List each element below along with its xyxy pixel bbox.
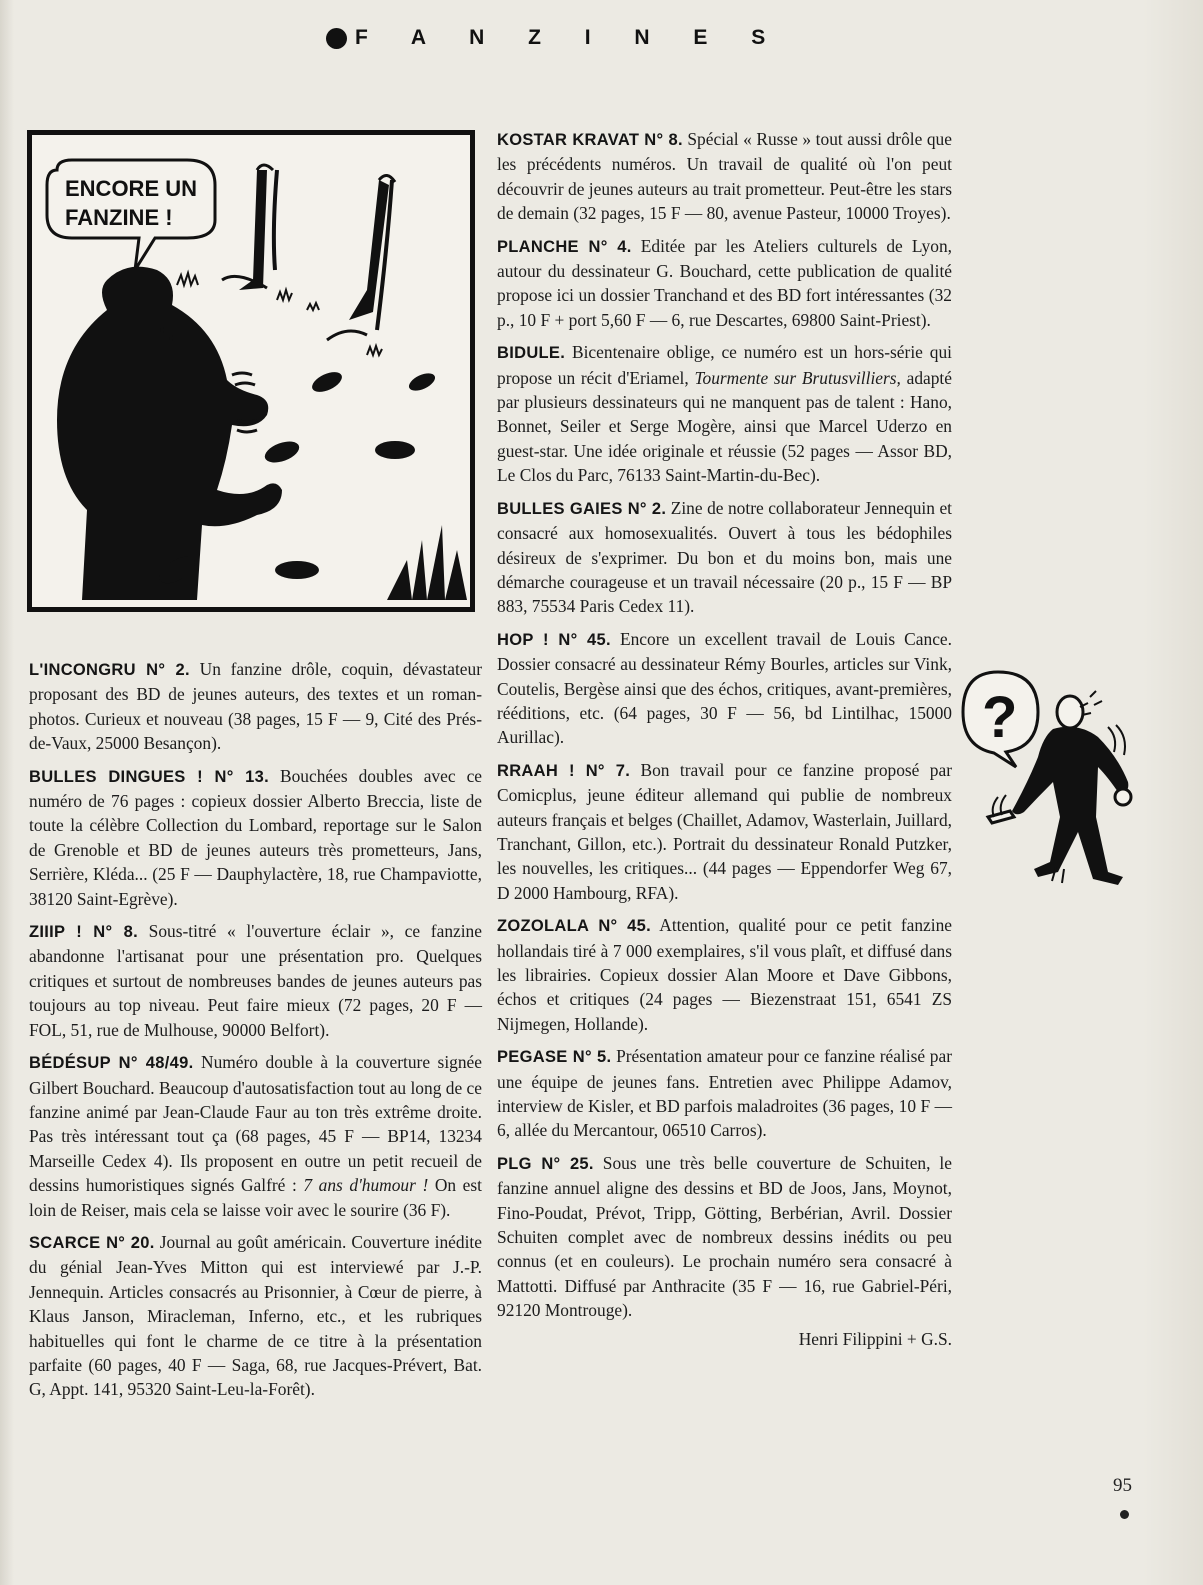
review-entry [497,1044,952,1143]
review-text: Présentation amateur pour ce fanzine réalisé par une équipe de jeunes fans. Entretien avec Philippe Adamov, interview de Kisler, et BD parfois maladroites (36 pages, 10 F — 6, allée du Mercantour, 06510 Carros). [497,1046,952,1141]
comic-illustration [27,130,475,612]
review-text: Attention, qualité pour ce petit fanzine hollandais tiré à 7 000 exemplaires, s'il vous plaît, et diffusé dans les librairies. Copieux dossier Alan Moore et Dave Gibbons, échos et critiques (24 pages — Biezenstraat 151, 6541 ZS Nijmegen, Hollande). [497,915,953,1034]
review-text: On est loin de Reiser, mais cela se laisse voir avec le sourire (36 F). [29,1175,482,1220]
fanzine-title: PLG N° 25. [497,1154,594,1173]
review-entry [29,919,482,1042]
page-edge-shadow [0,0,14,1585]
bullet-icon [326,28,347,49]
author-signature: Henri Filippini + G.S. [798,1328,952,1349]
review-entry [497,340,952,487]
fanzine-title: BULLES DINGUES ! N° 13. [29,767,269,786]
fanzine-title: PLANCHE N° 4. [497,237,632,256]
fanzine-title: PEGASE N° 5. [497,1048,612,1067]
speech-bubble-line2: FANZINE ! [65,205,173,230]
review-entry [497,913,952,1036]
review-text: Sous une très belle couverture de Schuiten, le fanzine annuel aligne des dessins et BD de Joos, Jans, Moynot, Fino-Poudat, Prévot, Tripp, Götting, Berbérian, Avril. Dossier Schuiten complet avec de nombreux dessins inédits ou peu connus (et en couleurs). Le prochain numéro sera consacré à Mattotti. Diffusé par Anthracite (35 F — 16, rue Gabriel-Péri, 92120 Montrouge). [497,1152,952,1321]
review-text: Sous-titré « l'ouverture éclair », ce fanzine abandonne l'artisanat pour une présentation pro. Quelques critiques et surtout de nombreuses bandes de jeunes auteurs pas toujours au top niveau. Peut faire mieux (72 pages, 20 F — FOL, 51, rue de Mulhouse, 90000 Belfort). [29,921,482,1040]
review-text: Numéro double à la couverture signée Gilbert Bouchard. Beaucoup d'autosatisfaction tout au long de ce fanzine animé par Jean-Claude Faur au ton très extrême droite. Pas très intéressant tout ça (68 pages, 45 F — BP14, 13234 Marseille Cedex 4). Ils proposent en outre un petit recueil de dessins humoristiques signés Galfré : [29,1052,482,1196]
review-text: Spécial « Russe » tout aussi drôle que les précédents numéros. Un travail de qualité où l'on peut découvrir de jeunes auteurs au trait prometteur. Peut-être les stars de demain (32 pages, 15 F — 80, avenue Pasteur, 10000 Troyes). [497,129,952,224]
review-text: Bouchées doubles avec ce numéro de 76 pages : copieux dossier Alberto Breccia, liste de toute la célèbre Collection du Lombard, reportage sur le Salon de Grenoble et BD de jeunes auteurs très prometteurs, Jans, Serrière, Kléda... (25 F — Dauphylactère, 18, rue Champaviotte, 38120 Saint-Egrève). [29,765,483,909]
review-text: Journal au goût américain. Couverture inédite du génial Jean-Yves Mitton qui est interviewé par J.-P. Jennequin. Articles consacrés au Prisonnier, à Cœur de pierre, à Klaus Janson, Miracleman, Inferno, etc., et les rubriques habituelles qui font le charme de ce titre à la présentation parfaite (60 pages, 40 F — Saga, 68, rue Jacques-Prévert, Bat. G, Appt. 141, 95320 Saint-Leu-la-Forêt). [29,1231,482,1400]
fanzine-title: L'INCONGRU N° 2. [29,661,190,679]
speech-bubble-line1: ENCORE UN [65,176,198,201]
fanzine-title: BULLES GAIES N° 2. [497,499,667,518]
review-text: Bicentenaire oblige, ce numéro est un hors-série qui propose un récit d'Eriamel, [497,342,952,388]
review-text: adapté par plusieurs dessinateurs qui ne manquent pas de talent : Hano, Bonnet, Seiler et Serge Mogère, ainsi que Marcel Uderzo en guest-star. Une idée originale et réussie (52 pages — Assor BD, Le Clos du Parc, 76133 Saint-Martin-du-Bec). [497,367,952,486]
svg-text:?: ? [982,685,1018,750]
page-number: 95 [1113,1475,1132,1496]
fanzine-title: KOSTAR KRAVAT N° 8. [497,131,683,149]
review-entry [497,234,952,333]
review-italic-title: Tourmente sur Brutusvilliers, [694,367,901,388]
right-column [497,127,952,1351]
fanzine-title: BÉDÉSUP N° 48/49. [29,1054,194,1073]
fanzine-title: RRAAH ! N° 7. [497,761,631,780]
page-edge-shadow-right [1143,0,1203,1585]
review-entry [29,1050,482,1222]
fanzine-title: HOP ! N° 45. [497,630,611,649]
review-entry [497,127,952,226]
question-man-cartoon [958,667,1148,897]
review-entry [497,758,952,905]
left-column [29,657,482,1410]
review-entry [29,764,482,911]
review-text: Editée par les Ateliers culturels de Lyon, autour du dessinateur G. Bouchard, cette publication de qualité propose ici un dossier Tranchand et des BD fort intéressantes (32 p., 10 F + port 5,60 F — 6, rue Descartes, 69800 Saint-Priest). [497,235,952,330]
review-italic-title: 7 ans d'humour ! [303,1175,429,1196]
review-text: Bon travail pour ce fanzine proposé par Comicplus, jeune éditeur allemand qui publie de nombreux auteurs français et belges (Chaillet, Adamov, Wasterlain, Juillard, Tranchant, Gillon, etc.). Portrait du dessinateur Ronald Putzker, les nouvelles, les critiques... (44 pages — Eppendorfer Weg 67, D 2000 Hambourg, RFA). [497,759,952,903]
fanzine-title: ZIIIP ! N° 8. [29,923,138,942]
page-number-dot [1120,1510,1129,1519]
review-entry [497,496,952,619]
comic-panel [27,130,475,612]
review-entry [497,1151,952,1323]
fanzine-title: BIDULE. [497,344,566,363]
section-header [326,26,784,50]
review-entry [497,627,952,750]
review-entry [29,657,482,756]
review-text: Un fanzine drôle, coquin, dévastateur proposant des BD de jeunes auteurs, des textes et un roman-photos. Curieux et nouveau (38 pages, 15 F — 9, Cité des Prés-de-Vaux, 25000 Besançon). [29,659,482,754]
review-entry [29,1230,482,1402]
review-text: Encore un excellent travail de Louis Cance. Dossier consacré au dessinateur Rémy Bourles, articles sur Vink, Coutelis, Bergèse ainsi que des échos, critiques, avant-premières, rééditions, etc. (64 pages, 30 F — 56, bd Lintilhac, 15000 Aurillac). [497,628,952,748]
fanzine-title: ZOZOLALA N° 45. [497,917,652,936]
question-mark-icon [958,667,1148,897]
fanzine-title: SCARCE N° 20. [29,1233,155,1252]
review-text: Zine de notre collaborateur Jennequin et consacré aux homosexualités. Ouvert à tous les bédophiles désireux de s'exprimer. Du bon et du moins bon, mais une démarche courageuse et un travail nécessaire (20 p., 15 F — BP 883, 75534 Paris Cedex 11). [497,497,952,617]
section-title: F A N Z I N E S [355,26,785,49]
